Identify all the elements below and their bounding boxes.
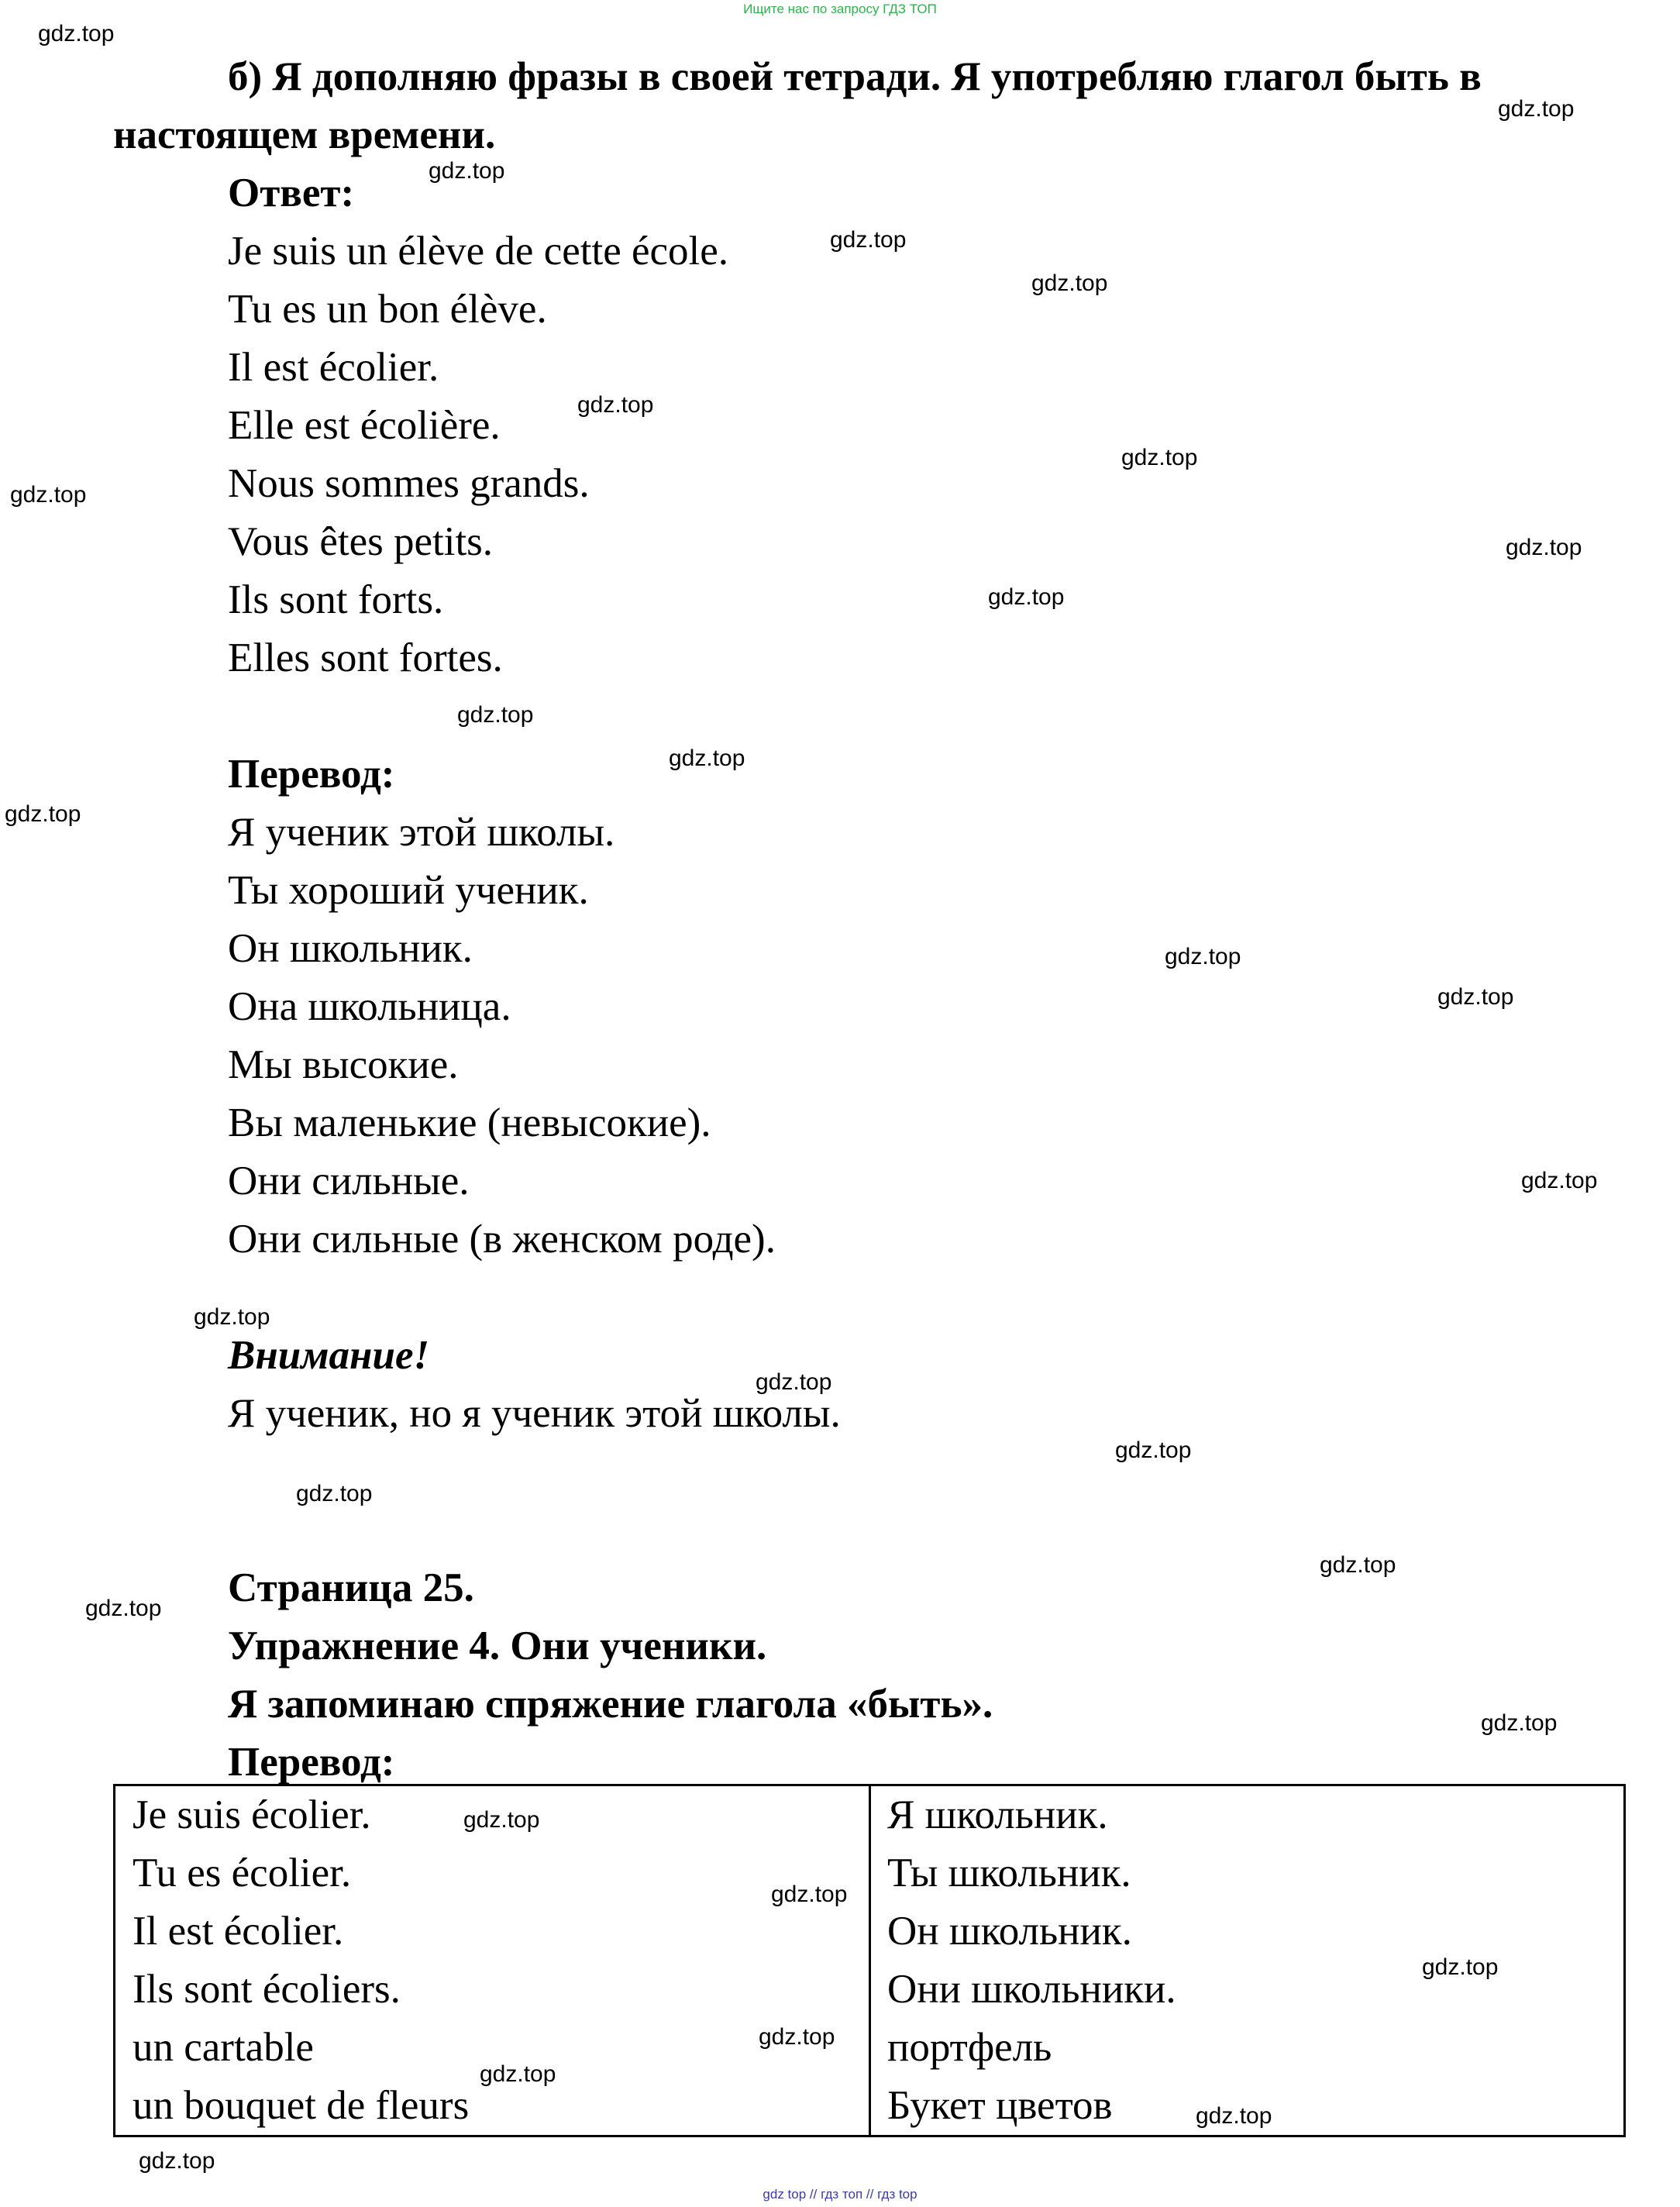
table-cell-russian: портфель — [887, 2025, 1052, 2070]
watermark: gdz.top — [5, 801, 81, 827]
top-banner-link[interactable]: Ищите нас по запросу ГДЗ ТОП — [743, 2, 937, 16]
answer-line: Il est écolier. — [228, 345, 439, 390]
table-cell-russian: Он школьник. — [887, 1909, 1132, 1954]
watermark: gdz.top — [38, 21, 115, 46]
table-cell-russian: Ты школьник. — [887, 1851, 1131, 1895]
answer-line: Je suis un élève de cette école. — [228, 229, 729, 274]
watermark: gdz.top — [988, 584, 1065, 610]
watermark: gdz.top — [1422, 1954, 1499, 1980]
watermark: gdz.top — [577, 392, 654, 418]
watermark: gdz.top — [457, 702, 534, 728]
exercise-4-translation-heading: Перевод: — [228, 1740, 395, 1785]
translation-line: Они сильные. — [228, 1159, 470, 1203]
watermark: gdz.top — [1031, 270, 1108, 296]
answer-line: Elles sont fortes. — [228, 635, 503, 680]
table-cell-french: un cartable — [133, 2025, 314, 2070]
table-cell-russian: Я школьник. — [887, 1792, 1108, 1837]
exercise-4-task: Я запоминаю спряжение глагола «быть». — [228, 1682, 993, 1727]
answer-line: Vous êtes petits. — [228, 519, 494, 564]
translation-line: Они сильные (в женском роде). — [228, 1217, 776, 1262]
watermark: gdz.top — [1115, 1437, 1192, 1463]
watermark: gdz.top — [1506, 535, 1582, 560]
watermark: gdz.top — [771, 1882, 848, 1907]
translation-line: Он школьник. — [228, 926, 473, 971]
watermark: gdz.top — [1165, 944, 1241, 969]
translation-line: Ты хороший ученик. — [228, 868, 589, 913]
watermark: gdz.top — [1320, 1552, 1396, 1578]
watermark: gdz.top — [85, 1596, 162, 1621]
watermark: gdz.top — [296, 1481, 373, 1506]
translation-line: Я ученик этой школы. — [228, 810, 615, 855]
table-cell-french: Je suis écolier. — [133, 1792, 371, 1837]
table-cell-french: Tu es écolier. — [133, 1851, 352, 1895]
watermark: gdz.top — [194, 1304, 270, 1330]
watermark: gdz.top — [429, 158, 505, 184]
answer-line: Elle est écolière. — [228, 403, 501, 448]
watermark: gdz.top — [756, 1369, 832, 1395]
translation-line: Она школьница. — [228, 984, 511, 1029]
bottom-banner-link[interactable]: gdz top // гдз топ // гдз top — [763, 2187, 917, 2202]
watermark: gdz.top — [10, 482, 87, 508]
page-25-title: Страница 25. — [228, 1565, 474, 1610]
watermark: gdz.top — [830, 227, 907, 253]
watermark: gdz.top — [463, 1807, 540, 1833]
task-b-heading-line1: б) Я дополняю фразы в своей тетради. Я употребляю глагол быть в — [228, 54, 1482, 99]
answer-line: Tu es un bon élève. — [228, 287, 547, 332]
attention-text: Я ученик, но я ученик этой школы. — [228, 1391, 841, 1436]
translation-heading: Перевод: — [228, 752, 395, 797]
watermark: gdz.top — [480, 2061, 556, 2087]
table-cell-russian: Букет цветов — [887, 2083, 1113, 2128]
watermark: gdz.top — [1437, 984, 1514, 1010]
task-b-heading-line2: настоящем времени. — [113, 112, 496, 157]
table-cell-french: Ils sont écoliers. — [133, 1967, 401, 2012]
table-cell-russian: Они школьники. — [887, 1967, 1176, 2012]
translation-line: Мы высокие. — [228, 1042, 459, 1087]
watermark: gdz.top — [1196, 2103, 1272, 2129]
conjugation-table — [113, 1784, 1626, 2137]
translation-line: Вы маленькие (невысокие). — [228, 1100, 711, 1145]
exercise-4-title: Упражнение 4. Они ученики. — [228, 1623, 767, 1668]
answer-line: Nous sommes grands. — [228, 461, 590, 506]
watermark: gdz.top — [1481, 1710, 1558, 1736]
watermark: gdz.top — [1121, 445, 1198, 470]
watermark: gdz.top — [759, 2024, 835, 2050]
table-cell-french: Il est écolier. — [133, 1909, 344, 1954]
answer-heading: Ответ: — [228, 170, 355, 215]
watermark: gdz.top — [1521, 1168, 1598, 1193]
attention-heading: Внимание! — [228, 1333, 430, 1378]
watermark: gdz.top — [669, 745, 745, 771]
watermark: gdz.top — [1498, 96, 1575, 122]
watermark: gdz.top — [139, 2148, 215, 2174]
table-cell-french: un bouquet de fleurs — [133, 2083, 470, 2128]
table-divider — [869, 1786, 871, 2135]
answer-line: Ils sont forts. — [228, 577, 444, 622]
